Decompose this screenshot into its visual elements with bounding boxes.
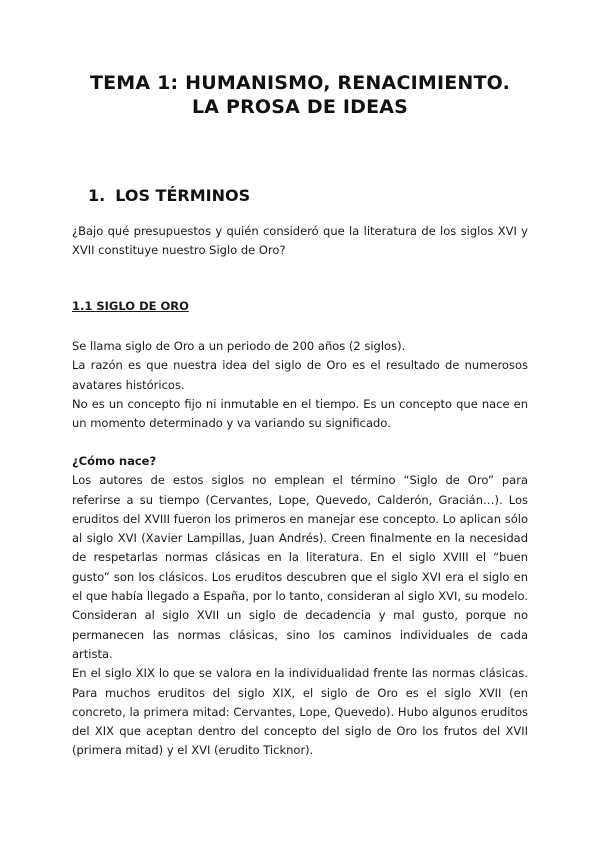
como-nace-section <box>72 452 528 761</box>
document-title-line2: LA PROSA DE IDEAS <box>191 96 409 118</box>
intro-question: ¿Bajo qué presupuestos y quién consideró que la literatura de los siglos XVI y XVII constituye nuestro Siglo de Oro? <box>72 224 528 258</box>
section-heading <box>88 186 250 205</box>
subsection-heading: 1.1 SIGLO DE ORO <box>72 299 189 313</box>
section-number: 1. <box>88 186 106 205</box>
section-title: LOS TÉRMINOS <box>115 186 251 205</box>
paragraph: No es un concepto fijo ni inmutable en el tiempo. Es un concepto que nace en un momento determinado y va variando su significado. <box>72 396 528 431</box>
document-title-line1: TEMA 1: HUMANISMO, RENACIMIENTO. <box>89 72 511 94</box>
paragraph: La razón es que nuestra idea del siglo de Oro es el resultado de numerosos avatares históricos. <box>72 358 528 392</box>
siglo-de-oro-paragraphs <box>72 337 528 433</box>
paragraph: En el siglo XIX lo que se valora en la individualidad frente las normas clásicas. Para muchos eruditos del siglo XIX, el siglo de Oro es el siglo XVII (en concreto, la primera mitad: Cervantes, Lope, Quevedo). Hubo algunos eruditos del XIX que aceptan dentro del concepto del siglo de Oro los frutos del XVII (primera mitad) y el XVI (erudito Ticknor). <box>72 666 528 758</box>
paragraph: Se llama siglo de Oro a un periodo de 200 años (2 siglos). <box>72 339 406 353</box>
como-nace-heading: ¿Cómo nace? <box>72 454 157 468</box>
paragraph: Los autores de estos siglos no emplean el término “Siglo de Oro” para referirse a su tiempo (Cervantes, Lope, Quevedo, Calderón, Gracián…). Los eruditos del XVIII fueron los primeros en manejar ese concepto. Lo aplican sólo al siglo XVI (Xavier Lampillas, Juan Andrés). Creen finalmente en la necesidad de respetarlas normas clásicas en la literatura. En el siglo XVIII el “buen gusto” son los clásicos. Los eruditos descubren que el siglo XVI era el siglo en el que había llegado a España, por lo tanto, consideran al siglo XVI, su modelo. Consideran al siglo XVII un siglo de decadencia y mal gusto, porque no permanecen las normas clásicas, sino los caminos individuales de cada artista. <box>72 473 528 661</box>
